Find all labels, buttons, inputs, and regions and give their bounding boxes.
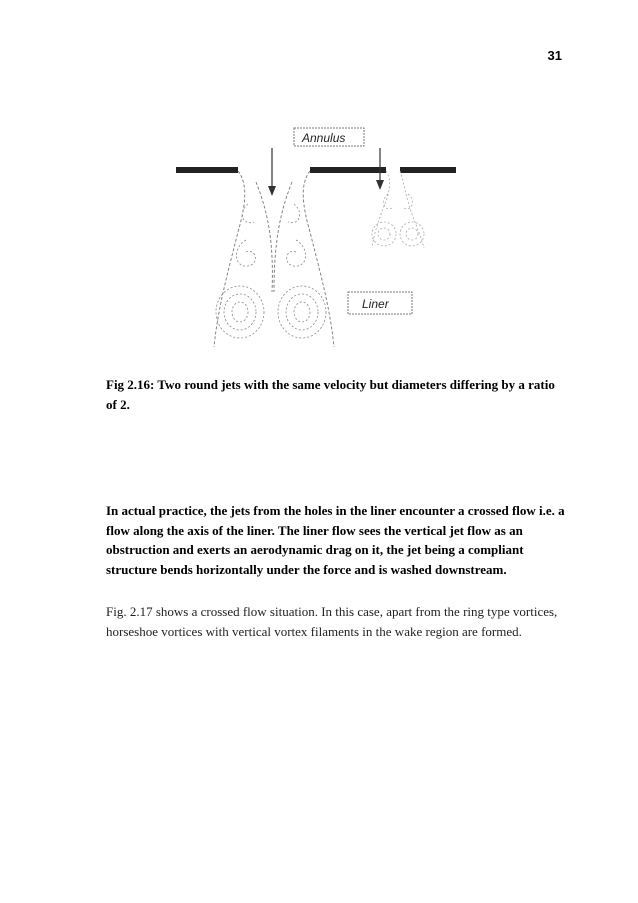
- jet-diagram: [168, 122, 468, 362]
- body-paragraph: Fig. 2.17 shows a crossed flow situation. In this case, apart from the ring type vortices, horseshoe vortices with vertical vortex filaments in the wake region are formed.: [106, 604, 558, 639]
- liner-wall-right: [400, 167, 456, 173]
- liner-wall-middle: [310, 167, 386, 173]
- inflow-arrow-large: [268, 148, 276, 196]
- jet-figure: [168, 122, 468, 362]
- figure-caption: Fig 2.16: Two round jets with the same velocity but diameters differing by a ratio of 2.: [106, 377, 555, 412]
- liner-wall-left: [176, 167, 238, 173]
- annulus-label: Annulus: [302, 131, 346, 145]
- liner-label: Liner: [362, 297, 389, 311]
- body-paragraph-bold: In actual practice, the jets from the holes in the liner encounter a crossed flow i.e. a flow along the axis of the liner. The liner flow sees the vertical jet flow as an obstruction and exerts an aerodynamic drag on it, the jet being a compliant structure bends horizontally under the force and is washed downstream.: [106, 503, 565, 577]
- page-number: 31: [547, 48, 562, 63]
- large-jet-vortices: [216, 204, 326, 338]
